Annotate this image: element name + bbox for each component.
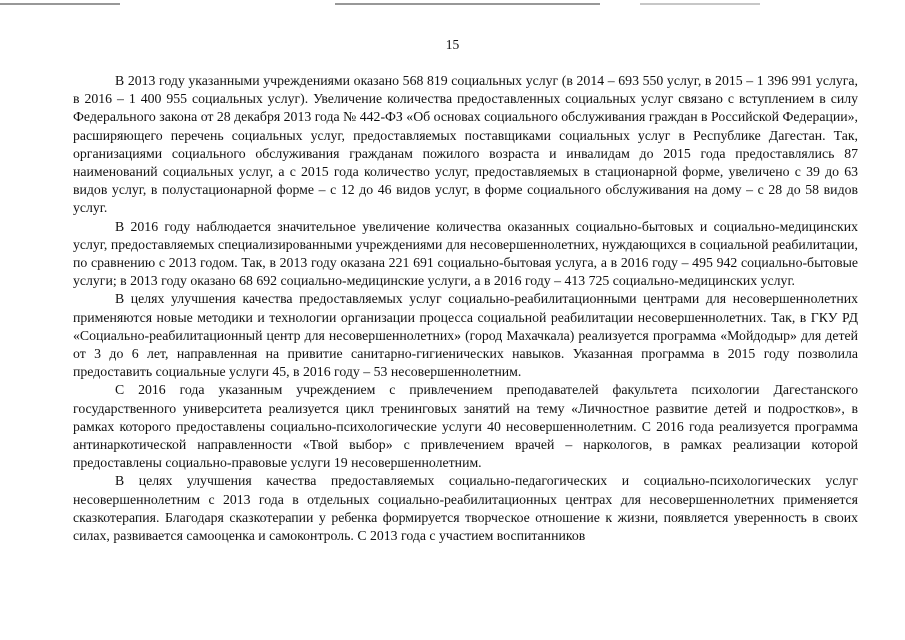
scan-top-rule [335, 3, 600, 5]
paragraph: В целях улучшения качества предоставляемых услуг социально-реабилитационными центрами для несовершеннолетних применяются новые методики и технологии организации процесса социальной реабилитации несовершеннолетних. Так, в ГКУ РД «Социально-реабилитационный центр для несовершеннолетних» (город Махачкала) реализуется программа «Мойдодыр» для детей от 3 до 6 лет, направленная на привитие санитарно-гигиенических навыков. Указанная программа в 2015 году позволила предоставить социальные услуги 45, в 2016 году – 53 несовершеннолетним. [73, 291, 858, 380]
scan-top-rule [640, 3, 760, 5]
paragraph: В целях улучшения качества предоставляемых социально-педагогических и социально-психологических услуг несовершеннолетним с 2013 года в отдельных социально-реабилитационных центрах для несовершеннолетних применяется сказкотерапия. Благодаря сказкотерапии у ребенка формируется творческое отношение к жизни, появляется уверенность в своих силах, развивается самооценка и самоконтроль. С 2013 года с участием воспитанников [73, 473, 858, 544]
document-body [73, 72, 858, 545]
paragraph: В 2013 году указанными учреждениями оказано 568 819 социальных услуг (в 2014 – 693 550 услуг, в 2015 – 1 396 991 услуга, в 2016 – 1 400 955 социальных услуг). Увеличение количества предоставленных социальных услуг связано с вступлением в силу Федерального закона от 28 декабря 2013 года № 442-ФЗ «Об основах социального обслуживания граждан в Российской Федерации», расширяющего перечень социальных услуг, предоставляемых поставщиками социальных услуг в Республике Дагестан. Так, организациями социального обслуживания гражданам пожилого возраста и инвалидам до 2015 года предоставлялись 87 наименований социальных услуг, а с 2015 года количество услуг, предоставляемых в стационарной форме, увеличено с 39 до 63 видов услуг, в полустационарной форме – с 12 до 46 видов услуг, в форме социального обслуживания на дому – с 28 до 58 видов услуг. [73, 73, 858, 216]
paragraph: В 2016 году наблюдается значительное увеличение количества оказанных социально-бытовых и социально-медицинских услуг, предоставляемых специализированными учреждениями для несовершеннолетних, нуждающихся в социальной реабилитации, по сравнению с 2013 годом. Так, в 2013 году оказана 221 691 социально-бытовая услуга, а в 2016 году – 495 942 социально-бытовые услуги; в 2013 году оказано 68 692 социально-медицинские услуги, а в 2016 году – 413 725 социально-медицинских услуг. [73, 218, 858, 289]
scan-top-rule [0, 3, 120, 5]
page-number: 15 [445, 37, 460, 52]
paragraph: С 2016 года указанным учреждением с привлечением преподавателей факультета психологии Дагестанского государственного университета реализуется цикл тренинговых занятий на тему «Личностное развитие детей и подростков», в рамках которого предоставлены социально-психологические услуги 40 несовершеннолетним. С 2016 года реализуется программа антинаркотической направленности «Твой выбор» с привлечением врачей – наркологов, в рамках реализации которой предоставлены социально-правовые услуги 19 несовершеннолетним. [73, 382, 858, 471]
